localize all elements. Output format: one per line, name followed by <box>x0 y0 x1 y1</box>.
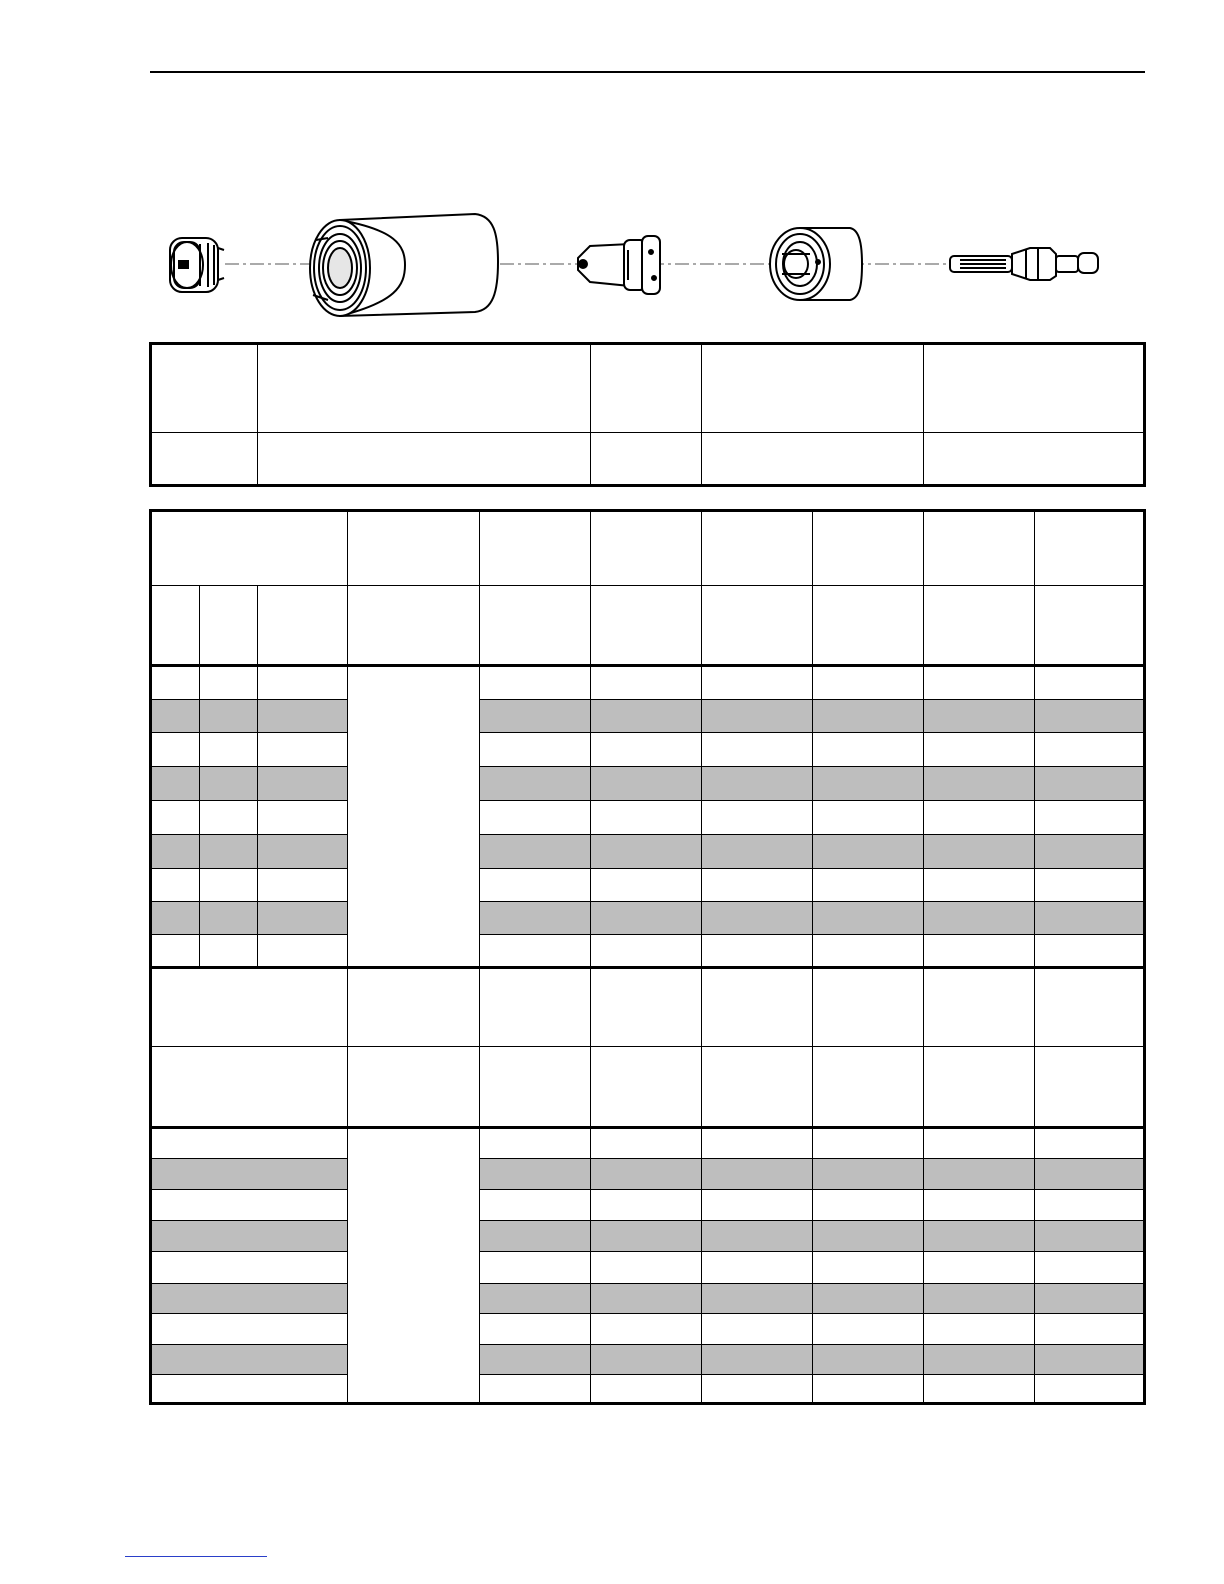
table-cell <box>924 1375 1035 1404</box>
swirl-ring-icon <box>770 228 862 300</box>
table-row <box>151 1159 1146 1190</box>
table-cell <box>702 1159 813 1190</box>
subheader-cell <box>258 586 348 666</box>
table-cell <box>258 666 348 700</box>
subheader-cell <box>480 586 591 666</box>
table-cell <box>813 1284 924 1314</box>
table-cell <box>591 935 702 968</box>
table-cell <box>1035 666 1146 700</box>
table-cell <box>480 902 591 935</box>
consumables-cell <box>151 433 258 487</box>
table-cell <box>702 835 813 869</box>
table-cell <box>200 869 258 902</box>
table-cell <box>702 733 813 767</box>
table-cell <box>702 902 813 935</box>
subheader-cell <box>813 586 924 666</box>
table-cell <box>480 767 591 801</box>
table-cell <box>813 902 924 935</box>
table-cell <box>480 935 591 968</box>
settings-subheader-row <box>151 1047 1146 1128</box>
table-cell <box>924 1345 1035 1375</box>
subheader-cell <box>813 1047 924 1128</box>
table-cell <box>151 1128 348 1159</box>
table-cell <box>813 1314 924 1345</box>
header-cell <box>924 511 1035 586</box>
table-cell <box>1035 1345 1146 1375</box>
header-cell <box>348 511 480 586</box>
consumables-cell <box>702 433 924 487</box>
table-cell <box>813 666 924 700</box>
table-cell <box>591 1221 702 1252</box>
table-cell <box>924 1284 1035 1314</box>
subheader-cell <box>151 1047 348 1128</box>
table-row <box>151 1128 1146 1159</box>
table-cell <box>151 1284 348 1314</box>
header-cell <box>151 968 348 1047</box>
table-row <box>151 801 1146 835</box>
table-row <box>151 935 1146 968</box>
table-cell <box>1035 1314 1146 1345</box>
table-cell <box>151 1252 348 1284</box>
merged-cell <box>348 666 480 968</box>
table-cell <box>1035 1159 1146 1190</box>
table-cell <box>151 1345 348 1375</box>
consumables-table <box>150 343 1146 487</box>
table-cell <box>591 1159 702 1190</box>
consumables-header-cell <box>702 344 924 433</box>
consumables-header-cell <box>924 344 1146 433</box>
table-cell <box>480 801 591 835</box>
table-cell <box>813 935 924 968</box>
table-cell <box>1035 767 1146 801</box>
subheader-cell <box>348 1047 480 1128</box>
table-cell <box>1035 1128 1146 1159</box>
table-cell <box>591 1190 702 1221</box>
table-cell <box>151 1314 348 1345</box>
header-cell <box>1035 511 1146 586</box>
consumables-header-row <box>151 344 1146 433</box>
table-cell <box>480 1314 591 1345</box>
consumables-data-row <box>151 433 1146 487</box>
header-cell <box>813 968 924 1047</box>
table-cell <box>151 1221 348 1252</box>
settings-header-row <box>151 968 1146 1047</box>
table-cell <box>1035 700 1146 733</box>
table-cell <box>813 1345 924 1375</box>
table-cell <box>924 733 1035 767</box>
consumables-cell <box>924 433 1146 487</box>
subheader-cell <box>591 1047 702 1128</box>
table-cell <box>702 1284 813 1314</box>
table-cell <box>813 801 924 835</box>
table-cell <box>1035 869 1146 902</box>
header-cell <box>702 511 813 586</box>
table-cell <box>702 1345 813 1375</box>
table-cell <box>258 935 348 968</box>
subheader-cell <box>702 1047 813 1128</box>
table-row <box>151 700 1146 733</box>
settings-subheader-row <box>151 586 1146 666</box>
table-cell <box>702 1190 813 1221</box>
subheader-cell <box>591 586 702 666</box>
table-cell <box>1035 801 1146 835</box>
subheader-cell <box>1035 1047 1146 1128</box>
table-cell <box>924 700 1035 733</box>
table-row <box>151 733 1146 767</box>
table-cell <box>200 666 258 700</box>
table-cell <box>813 869 924 902</box>
table-cell <box>591 902 702 935</box>
retaining-cap-icon <box>170 238 224 292</box>
table-cell <box>813 767 924 801</box>
table-cell <box>702 700 813 733</box>
table-cell <box>1035 733 1146 767</box>
subheader-cell <box>924 1047 1035 1128</box>
table-cell <box>702 1314 813 1345</box>
subheader-cell <box>348 586 480 666</box>
subheader-cell <box>151 586 200 666</box>
subheader-cell <box>702 586 813 666</box>
table-cell <box>151 935 200 968</box>
table-cell <box>258 835 348 869</box>
table-cell <box>151 1190 348 1221</box>
table-cell <box>813 733 924 767</box>
table-row <box>151 1314 1146 1345</box>
table-cell <box>151 767 200 801</box>
table-cell <box>480 733 591 767</box>
table-cell <box>151 1375 348 1404</box>
table-cell <box>480 1159 591 1190</box>
table-cell <box>258 869 348 902</box>
table-cell <box>813 1221 924 1252</box>
table-cell <box>480 869 591 902</box>
shield-cup-icon <box>310 214 498 316</box>
table-cell <box>702 1221 813 1252</box>
table-cell <box>591 801 702 835</box>
table-cell <box>591 666 702 700</box>
table-cell <box>200 935 258 968</box>
consumables-header-cell <box>151 344 258 433</box>
table-cell <box>200 733 258 767</box>
header-cell <box>591 511 702 586</box>
table-cell <box>151 902 200 935</box>
nozzle-icon <box>578 236 660 294</box>
table-cell <box>258 700 348 733</box>
table-cell <box>702 935 813 968</box>
table-cell <box>591 1128 702 1159</box>
table-cell <box>591 1345 702 1375</box>
table-cell <box>702 801 813 835</box>
header-cell <box>480 968 591 1047</box>
table-cell <box>702 666 813 700</box>
table-cell <box>924 1190 1035 1221</box>
table-cell <box>702 1128 813 1159</box>
table-cell <box>591 1375 702 1404</box>
table-cell <box>480 1252 591 1284</box>
table-cell <box>813 835 924 869</box>
table-cell <box>591 700 702 733</box>
consumables-cell <box>258 433 591 487</box>
table-row <box>151 666 1146 700</box>
table-cell <box>924 1221 1035 1252</box>
subheader-cell <box>1035 586 1146 666</box>
table-cell <box>200 902 258 935</box>
merged-cell <box>348 1128 480 1404</box>
table-cell <box>480 700 591 733</box>
table-cell <box>200 700 258 733</box>
table-cell <box>480 1284 591 1314</box>
table-cell <box>924 666 1035 700</box>
table-cell <box>702 869 813 902</box>
table-cell <box>151 666 200 700</box>
header-cell <box>1035 968 1146 1047</box>
table-cell <box>924 1314 1035 1345</box>
table-cell <box>1035 935 1146 968</box>
table-cell <box>258 801 348 835</box>
table-cell <box>813 1190 924 1221</box>
table-cell <box>924 767 1035 801</box>
table-cell <box>813 1159 924 1190</box>
header-cell <box>924 968 1035 1047</box>
table-cell <box>258 733 348 767</box>
table-cell <box>702 1375 813 1404</box>
table-row <box>151 902 1146 935</box>
footer-link-underline[interactable] <box>125 1556 267 1557</box>
table-cell <box>480 1345 591 1375</box>
table-cell <box>151 869 200 902</box>
header-cell <box>151 511 348 586</box>
table-cell <box>258 902 348 935</box>
table-row <box>151 1375 1146 1404</box>
consumables-cell <box>591 433 702 487</box>
table-cell <box>1035 1252 1146 1284</box>
table-cell <box>480 1128 591 1159</box>
table-cell <box>924 835 1035 869</box>
table-row <box>151 1252 1146 1284</box>
table-cell <box>591 1284 702 1314</box>
table-cell <box>591 835 702 869</box>
header-cell <box>348 968 480 1047</box>
table-cell <box>924 1159 1035 1190</box>
table-cell <box>702 1252 813 1284</box>
table-cell <box>702 767 813 801</box>
table-cell <box>1035 1190 1146 1221</box>
table-cell <box>813 700 924 733</box>
consumables-header-cell <box>258 344 591 433</box>
table-cell <box>480 835 591 869</box>
table-cell <box>1035 835 1146 869</box>
table-cell <box>813 1252 924 1284</box>
table-cell <box>151 835 200 869</box>
consumables-figure <box>150 200 1145 330</box>
page-top-rule <box>150 71 1145 73</box>
subheader-cell <box>200 586 258 666</box>
table-cell <box>151 700 200 733</box>
table-cell <box>151 801 200 835</box>
cut-settings-table <box>150 510 1146 1404</box>
table-cell <box>200 835 258 869</box>
header-cell <box>591 968 702 1047</box>
consumables-header-cell <box>591 344 702 433</box>
table-cell <box>151 733 200 767</box>
table-cell <box>591 767 702 801</box>
table-cell <box>1035 1284 1146 1314</box>
subheader-cell <box>924 586 1035 666</box>
table-cell <box>480 666 591 700</box>
header-cell <box>480 511 591 586</box>
table-cell <box>480 1221 591 1252</box>
table-cell <box>480 1190 591 1221</box>
table-cell <box>924 1128 1035 1159</box>
table-cell <box>813 1128 924 1159</box>
table-cell <box>924 935 1035 968</box>
table-cell <box>924 902 1035 935</box>
table-row <box>151 767 1146 801</box>
table-row <box>151 869 1146 902</box>
table-row <box>151 1345 1146 1375</box>
table-cell <box>200 767 258 801</box>
table-row <box>151 1284 1146 1314</box>
table-cell <box>924 1252 1035 1284</box>
table-cell <box>200 801 258 835</box>
table-cell <box>591 1314 702 1345</box>
table-cell <box>151 1159 348 1190</box>
table-cell <box>924 801 1035 835</box>
table-cell <box>480 1375 591 1404</box>
table-row <box>151 835 1146 869</box>
table-cell <box>1035 1375 1146 1404</box>
settings-header-row <box>151 511 1146 586</box>
header-cell <box>813 511 924 586</box>
table-cell <box>591 733 702 767</box>
electrode-icon <box>950 248 1098 280</box>
subheader-cell <box>480 1047 591 1128</box>
table-cell <box>258 767 348 801</box>
table-cell <box>1035 1221 1146 1252</box>
table-cell <box>591 869 702 902</box>
table-row <box>151 1221 1146 1252</box>
table-cell <box>591 1252 702 1284</box>
table-cell <box>813 1375 924 1404</box>
table-cell <box>924 869 1035 902</box>
header-cell <box>702 968 813 1047</box>
table-row <box>151 1190 1146 1221</box>
table-cell <box>1035 902 1146 935</box>
